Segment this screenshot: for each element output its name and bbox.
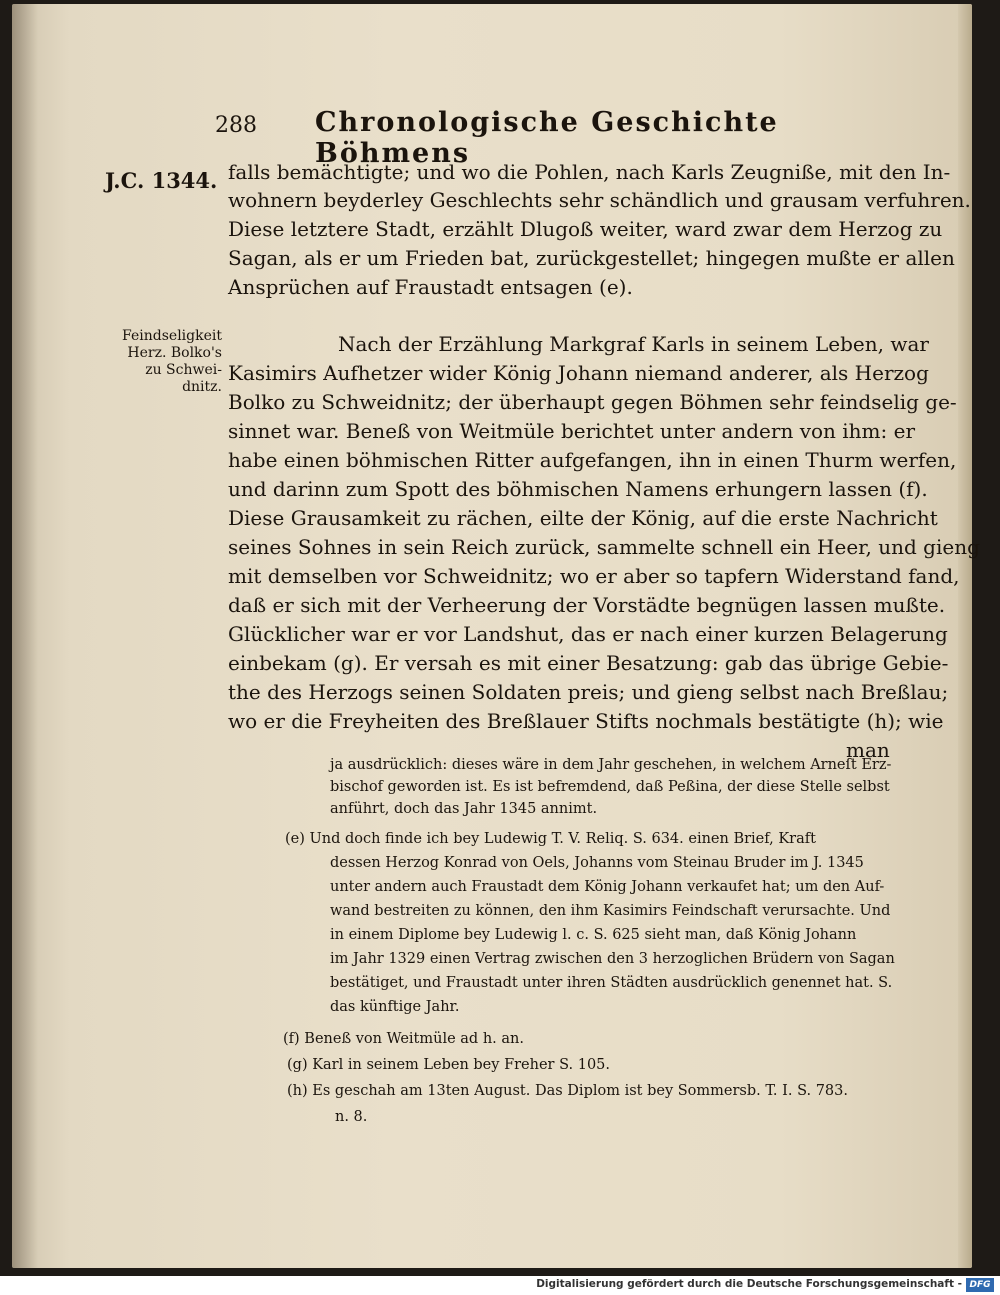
catchword: man: [846, 738, 890, 762]
text-line: wohnern beyderley Geschlechts sehr schändlich und grausam verfuhren.: [228, 188, 971, 212]
margin-note: [106, 328, 222, 396]
text-line: Nach der Erzählung Markgraf Karls in seinem Leben, war: [338, 332, 929, 356]
running-title: Chronologische Geschichte Böhmens: [315, 107, 779, 169]
text-line: Ansprüchen auf Fraustadt entsagen (e).: [228, 275, 633, 299]
footnote-line: (h) Es geschah am 13ten August. Das Diplom ist bey Sommersb. T. I. S. 783.: [287, 1083, 848, 1099]
text-line: habe einen böhmischen Ritter aufgefangen, ihn in einen Thurm werfen,: [228, 448, 957, 472]
footnote-line: wand bestreiten zu können, den ihm Kasimirs Feindschaft verursachte. Und: [330, 903, 891, 919]
text-line: daß er sich mit der Verheerung der Vorstädte begnügen lassen mußte.: [228, 593, 946, 617]
page-number: 288: [215, 113, 257, 138]
footnote-line: (e) Und doch finde ich bey Ludewig T. V. Reliq. S. 634. einen Brief, Kraft: [285, 831, 816, 847]
text-line: Diese letztere Stadt, erzählt Dlugoß weiter, ward zwar dem Herzog zu: [228, 217, 943, 241]
funding-credit: Digitalisierung gefördert durch die Deutsche Forschungsgemeinschaft -: [536, 1278, 962, 1290]
footnote-line: bischof geworden ist. Es ist befremdend, daß Peßina, der diese Stelle selbst: [330, 779, 890, 795]
footnote-line: bestätiget, und Fraustadt unter ihren Städten ausdrücklich genennet hat. S.: [330, 975, 893, 991]
footnote-line: n. 8.: [335, 1109, 368, 1125]
margin-note-line: dnitz.: [182, 379, 222, 395]
margin-date: J.C. 1344.: [105, 168, 218, 193]
footnote-line: (g) Karl in seinem Leben bey Freher S. 105.: [287, 1057, 611, 1073]
footnote-line: unter andern auch Fraustadt dem König Johann verkaufet hat; um den Auf-: [330, 879, 885, 895]
text-line: und darinn zum Spott des böhmischen Namens erhungern lassen (f).: [228, 477, 928, 501]
margin-note-line: zu Schwei-: [145, 362, 222, 378]
footnote-line: ja ausdrücklich: dieses wäre in dem Jahr geschehen, in welchem Arneſt Erz-: [330, 757, 892, 773]
text-line: the des Herzogs seinen Soldaten preis; und gieng selbst nach Breßlau;: [228, 680, 949, 704]
footer-bar: [0, 1276, 1000, 1295]
margin-note-line: Feindseligkeit: [122, 328, 222, 344]
text-line: Kasimirs Aufhetzer wider König Johann niemand anderer, als Herzog: [228, 361, 929, 385]
footnote-line: das künftige Jahr.: [330, 999, 460, 1015]
footnote-line: in einem Diplome bey Ludewig l. c. S. 625 sieht man, daß König Johann: [330, 927, 857, 943]
footnote-line: im Jahr 1329 einen Vertrag zwischen den 3 herzoglichen Brüdern von Sagan: [330, 951, 895, 967]
margin-note-line: Herz. Bolko's: [127, 345, 222, 361]
text-line: seines Sohnes in sein Reich zurück, sammelte schnell ein Heer, und gieng: [228, 535, 980, 559]
text-line: Bolko zu Schweidnitz; der überhaupt gegen Böhmen sehr feindselig ge-: [228, 390, 957, 414]
text-line: falls bemächtigte; und wo die Pohlen, nach Karls Zeugniße, mit den In-: [228, 160, 951, 184]
dfg-logo-icon: DFG: [966, 1278, 994, 1292]
page-header: [215, 105, 815, 169]
footnote-line: anführt, doch das Jahr 1345 annimt.: [330, 801, 598, 817]
footnote-line: (f) Beneß von Weitmüle ad h. an.: [283, 1031, 524, 1047]
text-line: Diese Grausamkeit zu rächen, eilte der König, auf die erste Nachricht: [228, 506, 938, 530]
text-line: Sagan, als er um Frieden bat, zurückgestellet; hingegen mußte er allen: [228, 246, 955, 270]
text-line: Glücklicher war er vor Landshut, das er nach einer kurzen Belagerung: [228, 622, 948, 646]
footnote-line: dessen Herzog Konrad von Oels, Johanns vom Steinau Bruder im J. 1345: [330, 855, 864, 871]
text-line: wo er die Freyheiten des Breßlauer Stifts nochmals bestätigte (h); wie: [228, 709, 944, 733]
text-line: mit demselben vor Schweidnitz; wo er aber so tapfern Widerstand fand,: [228, 564, 960, 588]
spine-shadow: [12, 4, 38, 1268]
text-line: einbekam (g). Er versah es mit einer Besatzung: gab das übrige Gebie-: [228, 651, 949, 675]
text-line: sinnet war. Beneß von Weitmüle berichtet unter andern von ihm: er: [228, 419, 916, 443]
